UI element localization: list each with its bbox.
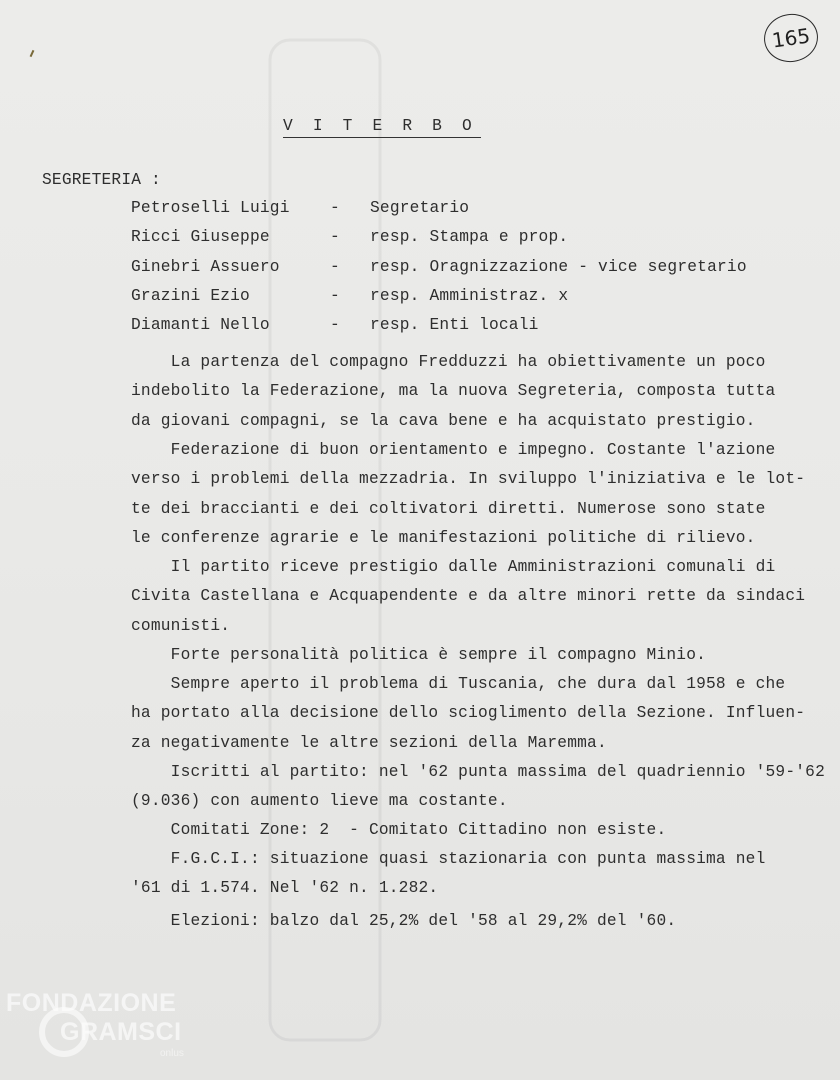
- paragraph-line: Sempre aperto il problema di Tuscania, che dura dal 1958 e che: [131, 675, 786, 693]
- member-name: Diamanti Nello: [131, 316, 270, 335]
- paragraph-line: Forte personalità politica è sempre il compagno Minio.: [131, 646, 707, 664]
- member-role: resp. Oragnizzazione - vice segretario: [370, 257, 747, 276]
- paragraph-line: Elezioni: balzo dal 25,2% del '58 al 29,2% del '60.: [131, 912, 677, 930]
- paragraph-line: F.G.C.I.: situazione quasi stazionaria con punta massima nel: [131, 850, 766, 868]
- paragraph-line: Il partito riceve prestigio dalle Amministrazioni comunali di: [131, 558, 776, 576]
- paragraph-line: ha portato alla decisione dello scioglimento della Sezione. Influen-: [131, 704, 806, 723]
- paragraph-line: indebolito la Federazione, ma la nuova Segreteria, composta tutta: [131, 382, 776, 401]
- logo-line-1: FONDAZIONE: [6, 989, 177, 1017]
- member-role: resp. Stampa e prop.: [370, 228, 569, 247]
- paragraph-line: '61 di 1.574. Nel '62 n. 1.282.: [131, 879, 439, 898]
- paragraph-line: Iscritti al partito: nel '62 punta massima del quadriennio '59-'62: [131, 763, 825, 781]
- paragraph-line: Civita Castellana e Acquapendente e da altre minori rette da sindaci: [131, 587, 806, 606]
- section-label: SEGRETERIA :: [42, 171, 161, 189]
- member-dash: -: [330, 316, 340, 335]
- paragraph-line: za negativamente le altre sezioni della Maremma.: [131, 733, 607, 752]
- page-number-stamp: [761, 10, 821, 65]
- paragraph-line: La partenza del compagno Fredduzzi ha obiettivamente un poco: [131, 353, 766, 371]
- member-row: [0, 228, 840, 252]
- member-dash: -: [330, 286, 340, 305]
- member-role: resp. Enti locali: [370, 316, 539, 335]
- paragraph-line: Comitati Zone: 2 - Comitato Cittadino non esiste.: [131, 821, 667, 839]
- member-role: Segretario: [370, 199, 470, 217]
- member-name: Ricci Giuseppe: [131, 228, 270, 247]
- paragraph-line: verso i problemi della mezzadria. In sviluppo l'iniziativa e le lot-: [131, 470, 806, 489]
- member-name: Grazini Ezio: [131, 286, 250, 305]
- member-name: Ginebri Assuero: [131, 257, 280, 276]
- member-row: [0, 199, 840, 223]
- member-dash: -: [330, 228, 340, 247]
- document-title: V I T E R B O: [283, 117, 481, 138]
- member-row: [0, 316, 840, 340]
- page-number-text: 165: [770, 23, 812, 53]
- paragraph-line: (9.036) con aumento lieve ma costante.: [131, 792, 508, 811]
- member-name: Petroselli Luigi: [131, 199, 290, 217]
- paragraph-line: Federazione di buon orientamento e impegno. Costante l'azione: [131, 441, 776, 459]
- member-row: [0, 258, 840, 282]
- pencil-mark: [30, 50, 35, 57]
- member-dash: -: [330, 257, 340, 276]
- member-role: resp. Amministraz. x: [370, 286, 569, 305]
- paragraph-line: le conferenze agrarie e le manifestazioni politiche di rilievo.: [131, 528, 756, 547]
- logo-line-2: GRAMSCI: [60, 1018, 182, 1046]
- member-dash: -: [330, 199, 340, 217]
- paragraph-line: comunisti.: [131, 616, 231, 635]
- logo-small-text: onlus: [160, 1048, 184, 1059]
- fondazione-gramsci-logo: [0, 984, 230, 1080]
- paragraph-line: te dei braccianti e dei coltivatori diretti. Numerose sono state: [131, 499, 766, 518]
- member-row: [0, 287, 840, 311]
- paragraph-line: da giovani compagni, se la cava bene e ha acquistato prestigio.: [131, 411, 756, 430]
